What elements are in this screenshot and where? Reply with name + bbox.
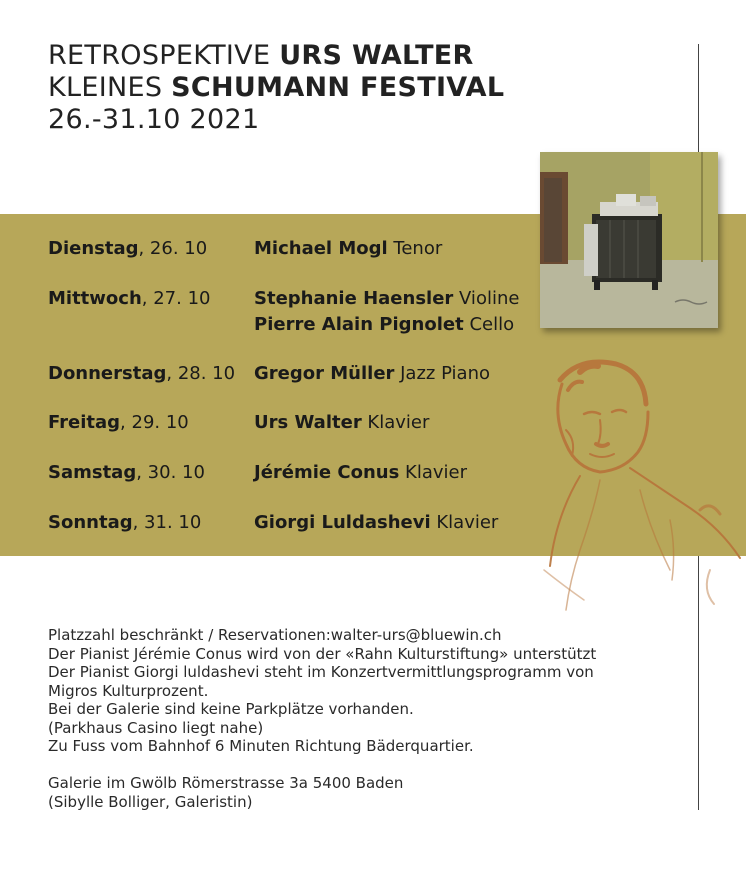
- title-prefix-2: KLEINES: [48, 72, 163, 103]
- performer-instrument: Cello: [463, 314, 515, 335]
- info-line-parkhaus: (Parkhaus Casino liegt nahe): [48, 718, 264, 737]
- day-name: Samstag: [48, 462, 137, 483]
- day-date: , 31. 10: [132, 512, 202, 533]
- gallery-address: Galerie im Gwölb Römerstrasse 3a 5400 Baden: [48, 774, 404, 792]
- performer: [254, 236, 442, 262]
- performer-name: Gregor Müller: [254, 363, 395, 384]
- day-date: , 30. 10: [136, 462, 205, 483]
- day-name: Mittwoch: [48, 288, 142, 309]
- piano-painting-image: [540, 152, 718, 328]
- performer: [254, 460, 467, 486]
- performer: [254, 410, 429, 436]
- performer-name: Giorgi Luldashevi: [254, 512, 431, 533]
- performer-instrument: Klavier: [430, 512, 499, 533]
- performer-name: Michael Mogl: [254, 238, 388, 259]
- performer-instrument: Tenor: [387, 238, 443, 259]
- program-row-friday: [48, 410, 430, 436]
- title-line-2: [48, 72, 504, 104]
- info-block: [48, 626, 596, 811]
- day-date: , 29. 10: [120, 412, 189, 433]
- program-row-wednesday: [48, 286, 520, 335]
- portrait-sketch-image: [520, 350, 746, 620]
- info-line-reservations: Platzzahl beschränkt / Reservationen:walter-urs@bluewin.ch: [48, 626, 502, 644]
- piano-painting-svg: [540, 152, 718, 328]
- festival-dates: 26.-31.10 2021: [48, 104, 260, 135]
- performer-name: Stephanie Haensler: [254, 288, 454, 309]
- day-name: Dienstag: [48, 238, 139, 259]
- program-row-saturday: [48, 460, 467, 486]
- performer: [254, 361, 490, 387]
- festival-name: SCHUMANN FESTIVAL: [171, 72, 505, 103]
- title-prefix-1: RETROSPEKTIVE: [48, 40, 271, 71]
- performer-name: Pierre Alain Pignolet: [254, 314, 464, 335]
- info-line-migros: Migros Kulturprozent.: [48, 681, 209, 700]
- info-line-directions: Zu Fuss vom Bahnhof 6 Minuten Richtung Bäderquartier.: [48, 737, 474, 755]
- info-line-parking: Bei der Galerie sind keine Parkplätze vorhanden.: [48, 700, 414, 718]
- day-name: Freitag: [48, 412, 121, 433]
- title-line-1: [48, 40, 504, 72]
- performer-instrument: Jazz Piano: [394, 363, 490, 384]
- artist-name: URS WALTER: [279, 40, 474, 71]
- performer-name: Urs Walter: [254, 412, 362, 433]
- info-line-sponsor: Der Pianist Jérémie Conus wird von der «Rahn Kulturstiftung» unterstützt: [48, 644, 597, 663]
- performer: [254, 510, 498, 536]
- program-row-sunday: [48, 510, 499, 536]
- program-row-thursday: [48, 361, 490, 387]
- info-line-program: Der Pianist Giorgi luldashevi steht im Konzertvermittlungsprogramm von: [48, 663, 594, 681]
- day-name: Sonntag: [48, 512, 133, 533]
- performer-instrument: Klavier: [399, 462, 467, 483]
- gallery-owner: (Sibylle Bolliger, Galeristin): [48, 792, 253, 811]
- day-date: , 26. 10: [138, 238, 208, 259]
- performer-instrument: Klavier: [361, 412, 430, 433]
- performer: [254, 312, 519, 338]
- program-row-tuesday: [48, 236, 443, 262]
- festival-title: [48, 40, 504, 136]
- performer: [254, 286, 519, 312]
- performer-name: Jérémie Conus: [254, 462, 400, 483]
- day-date: , 27. 10: [141, 288, 211, 309]
- performer-instrument: Violine: [453, 288, 520, 309]
- day-date: , 28. 10: [166, 363, 236, 384]
- day-name: Donnerstag: [48, 363, 167, 384]
